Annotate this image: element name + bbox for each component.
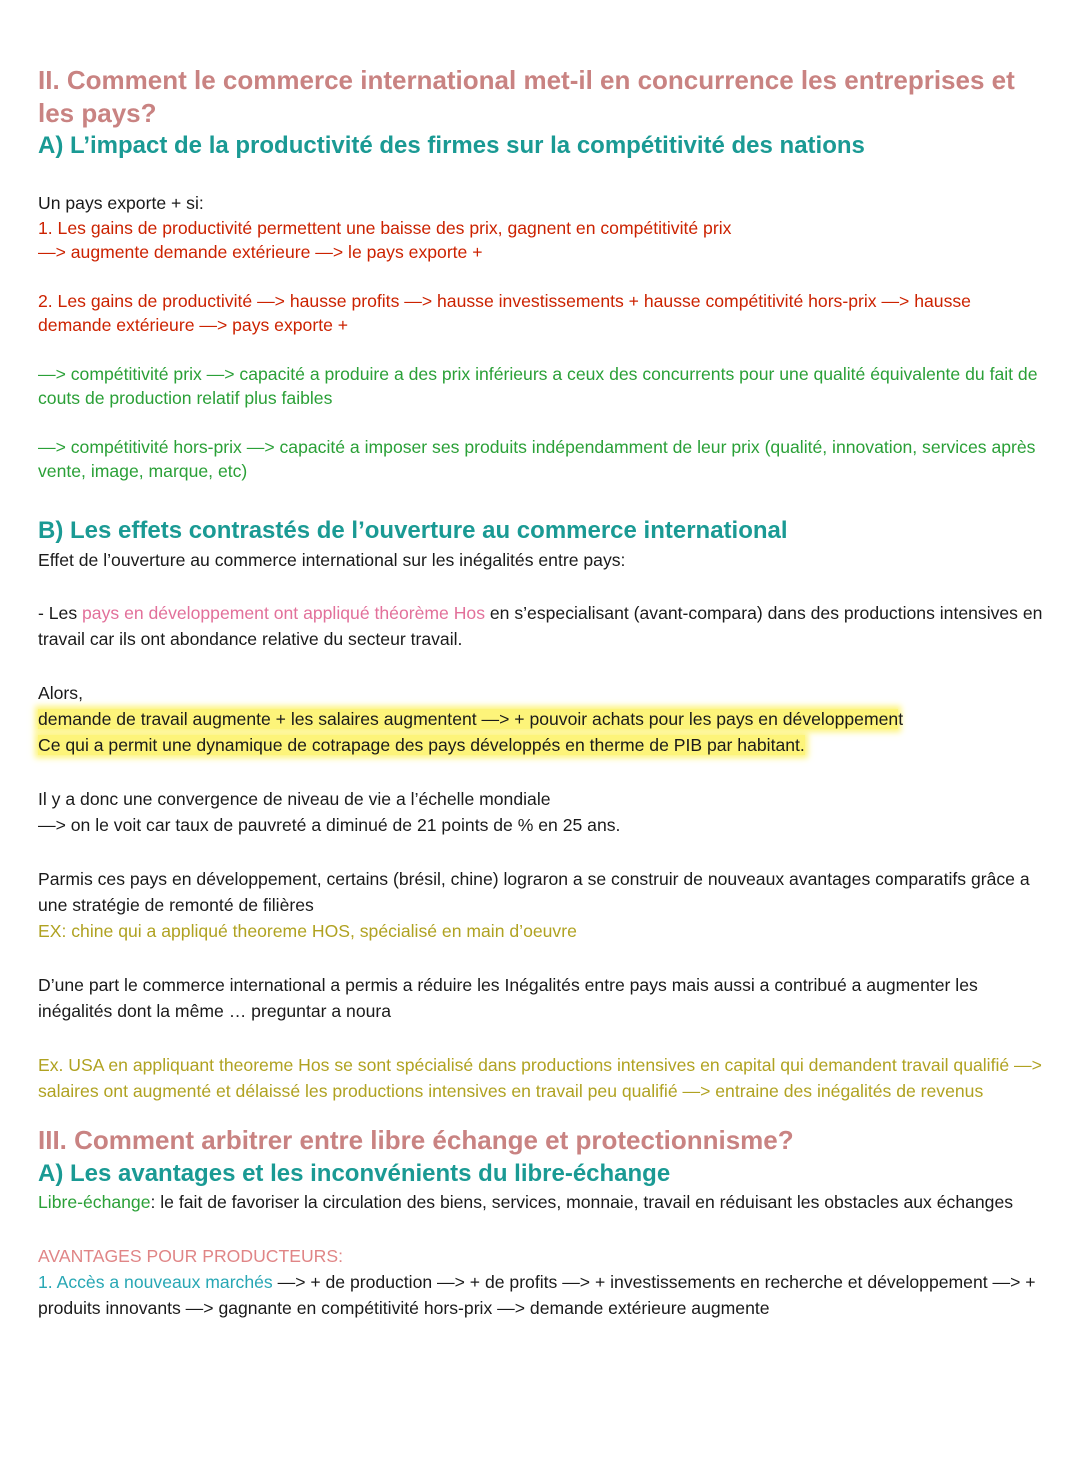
point-1-line-a: 1. Les gains de productivité permettent une baisse des prix, gagnent en compétitivité prix xyxy=(38,217,732,238)
section-2b-title: B) Les effets contrastés de l’ouverture au commerce international xyxy=(38,516,788,544)
parmis-paragraph: Parmis ces pays en développement, certains (brésil, chine) lograron a se construir de nouveaux avantages comparatifs grâce a une stratégie de remonté de filières xyxy=(38,869,1030,915)
advantage-1 xyxy=(38,1269,1046,1321)
alors-label: Alors, xyxy=(38,683,83,703)
dune-part-paragraph: D’une part le commerce international a permis a réduire les Inégalités entre pays mais aussi a contribué a augmenter les inégalités dont la même … preguntar a noura xyxy=(38,975,978,1021)
bullet-end: en s’especialisant (avant-compara) dans des productions intensives en travail car ils ont abondance relative du secteur travail. xyxy=(38,603,1043,649)
bullet-highlight: pays en développement ont appliqué théorème Hos xyxy=(82,603,485,623)
convergence-line-2: —> on le voit car taux de pauvreté a diminué de 21 points de % en 25 ans. xyxy=(38,815,621,835)
advantage-1-term: 1. Accès a nouveaux marchés xyxy=(38,1272,273,1292)
point-1-line-b: —> augmente demande extérieure —> le pays exporte + xyxy=(38,242,483,262)
example-usa: Ex. USA en appliquant theoreme Hos se sont spécialisé dans productions intensives en capital qui demandent travail qualifié —> salaires ont augmenté et délaissé les productions intensives en travail peu qualifié —> entraine des inégalités de revenus xyxy=(38,1055,1042,1101)
libre-echange-definition xyxy=(38,1189,1046,1215)
convergence-line-1: Il y a donc une convergence de niveau de vie a l’échelle mondiale xyxy=(38,789,551,809)
developing-countries-bullet xyxy=(38,600,1046,652)
avantages-producteurs-title: AVANTAGES POUR PRODUCTEURS: xyxy=(38,1246,343,1266)
highlight-2: Ce qui a permit une dynamique de cotrapage des pays développés en therme de PIB par habitant. xyxy=(38,735,805,755)
exports-intro: Un pays exporte + si: xyxy=(38,193,204,213)
highlight-1: demande de travail augmente + les salaires augmentent —> + pouvoir achats pour les pays en développemen xyxy=(38,709,899,729)
section-2b-intro: Effet de l’ouverture au commerce international sur les inégalités entre pays: xyxy=(38,549,626,570)
definition-competitivite-prix: —> compétitivité prix —> capacité a produire a des prix inférieurs a ceux des concurrents pour une qualité équivalente du fait de couts de production relatif plus faibles xyxy=(38,363,1038,408)
section-2a-title: A) L’impact de la productivité des firmes sur la compétitivité des nations xyxy=(38,132,865,159)
section-3-title: III. Comment arbitrer entre libre échange et protectionnisme? xyxy=(38,1125,794,1155)
highlighted-line-2 xyxy=(38,732,1046,758)
libre-echange-text: : le fait de favoriser la circulation des biens, services, monnaie, travail en réduisant les obstacles aux échanges xyxy=(150,1192,1014,1212)
definition-competitivite-hors-prix: —> compétitivité hors-prix —> capacité a imposer ses produits indépendamment de leur prix (qualité, innovation, services après vente, image, marque, etc) xyxy=(38,436,1036,481)
example-chine: EX: chine qui a appliqué theoreme HOS, spécialisé en main d’oeuvre xyxy=(38,921,577,941)
highlighted-line-1 xyxy=(38,706,1046,732)
libre-echange-term: Libre-échange xyxy=(38,1192,151,1212)
section-2-title: II. Comment le commerce international met-il en concurrence les entreprises et les pays? xyxy=(38,65,1015,128)
advantage-1-text: —> + de production —> + de profits —> + investissements en recherche et développement —> + produits innovants —> gagnante en compétitivité hors-prix —> demande extérieure augmente xyxy=(38,1272,1036,1318)
section-3a-title: A) Les avantages et les inconvénients du libre-échange xyxy=(38,1160,671,1187)
point-2: 2. Les gains de productivité —> hausse profits —> hausse investissements + hausse compétitivité hors-prix —> hausse demande extérieure —> pays exporte + xyxy=(38,290,971,335)
bullet-start: - Les xyxy=(38,603,83,623)
highlight-1-tail: t xyxy=(898,709,904,729)
